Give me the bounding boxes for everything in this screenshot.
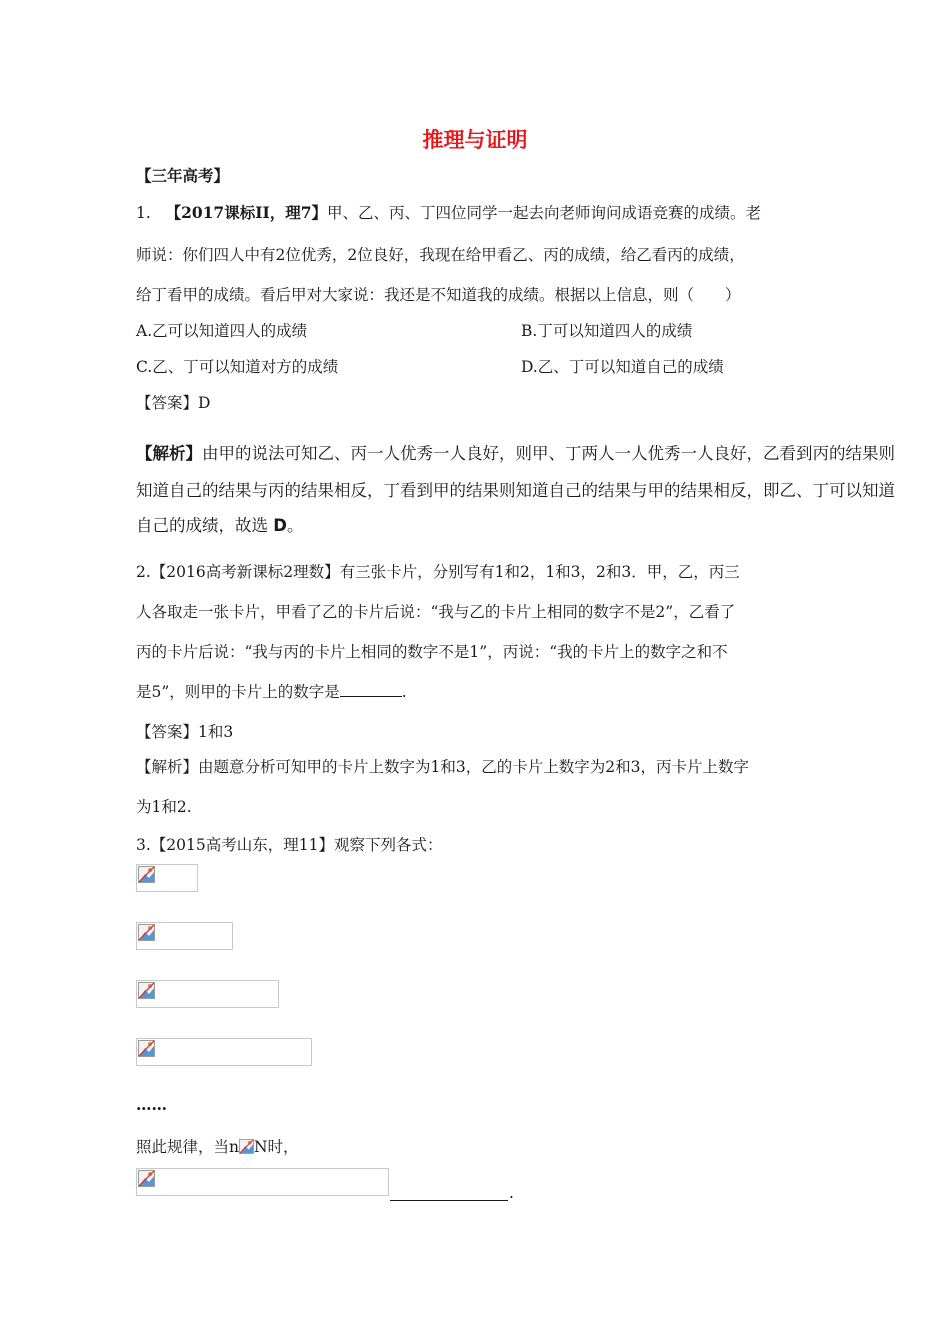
q1-analysis-tag: 【解析】 [136, 444, 202, 463]
broken-image-icon [138, 1040, 155, 1057]
q3-answer-blank [390, 1200, 508, 1201]
q1-line-1 [136, 201, 761, 223]
formula-image-3 [136, 980, 279, 1008]
element-of-symbol-image [239, 1139, 254, 1154]
q2-answer: 【答案】1和3 [136, 723, 234, 741]
q3-end-dot: . [509, 1184, 514, 1202]
q1-analysis-text-1: 由甲的说法可知乙、丙一人优秀一人良好，则甲、丁两人一人优秀一人良好，乙看到丙的结果则 [202, 444, 895, 463]
broken-image-icon [138, 866, 155, 883]
q1-analysis-line-1 [136, 440, 895, 464]
q3-rule-line [136, 1135, 299, 1157]
q1-option-c: C.乙、丁可以知道对方的成绩 [136, 358, 339, 376]
q1-line-2: 师说：你们四人中有2位优秀，2位良好，我现在给甲看乙、丙的成绩，给乙看丙的成绩， [136, 246, 745, 264]
formula-image-general [136, 1168, 389, 1196]
q1-answer: 【答案】D [136, 394, 211, 412]
broken-image-icon [138, 982, 155, 999]
formula-image-2 [136, 922, 233, 950]
q3-rule-text-a: 照此规律，当n [136, 1138, 239, 1156]
q1-option-a: A.乙可以知道四人的成绩 [136, 322, 308, 340]
q1-analysis-line-2: 知道自己的结果与丙的结果相反，丁看到甲的结果则知道自己的结果与甲的结果相反，即乙、丁可以知道 [136, 481, 895, 500]
q2-answer-blank [340, 682, 402, 697]
q2-line-2: 人各取走一张卡片，甲看了乙的卡片后说：“我与乙的卡片上相同的数字不是2”，乙看了 [136, 603, 736, 621]
q3-rule-text-b: N时， [253, 1138, 299, 1156]
q1-analysis-text-3: 自己的成绩，故选 [136, 516, 274, 535]
q1-analysis-end: 。 [286, 516, 304, 535]
ellipsis: …… [136, 1095, 167, 1114]
q1-line-3: 给丁看甲的成绩。看后甲对大家说：我还是不知道我的成绩。根据以上信息，则（ ） [136, 286, 741, 304]
q2-analysis-line-1: 【解析】由题意分析可知甲的卡片上数字为1和3，乙的卡片上数字为2和3，丙卡片上数字 [136, 758, 749, 776]
broken-image-icon [138, 924, 155, 941]
q2-line-4 [136, 680, 407, 702]
broken-image-icon [138, 1170, 155, 1187]
formula-image-1 [136, 864, 198, 892]
q2-text-4: 是5”，则甲的卡片上的数字是 [136, 683, 340, 701]
section-header: 【三年高考】 [136, 166, 230, 185]
q1-option-b: B.丁可以知道四人的成绩 [521, 322, 693, 340]
q2-line-3: 丙的卡片后说：“我与丙的卡片上相同的数字不是1”，丙说：“我的卡片上的数字之和不 [136, 643, 728, 661]
q1-number: 1. [136, 204, 151, 222]
broken-image-icon [239, 1139, 254, 1154]
page-title: 推理与证明 [422, 128, 528, 152]
q2-analysis-line-2: 为1和2. [136, 798, 192, 816]
q1-option-d: D.乙、丁可以知道自己的成绩 [521, 358, 724, 376]
formula-image-4 [136, 1038, 312, 1066]
q1-analysis-choice: D [273, 516, 287, 535]
q3-line-1: 3.【2015高考山东，理11】观察下列各式： [136, 836, 443, 854]
q2-line-1: 2.【2016高考新课标2理数】有三张卡片，分别写有1和2，1和3，2和3．甲，乙，丙三 [136, 563, 740, 581]
q1-analysis-line-3 [136, 512, 303, 536]
q1-text-1: 甲、乙、丙、丁四位同学一起去向老师询问成语竞赛的成绩。老 [327, 204, 762, 222]
q2-end-dot: . [401, 683, 407, 701]
q1-source-tag: 【2017课标II，理7】 [165, 203, 328, 222]
